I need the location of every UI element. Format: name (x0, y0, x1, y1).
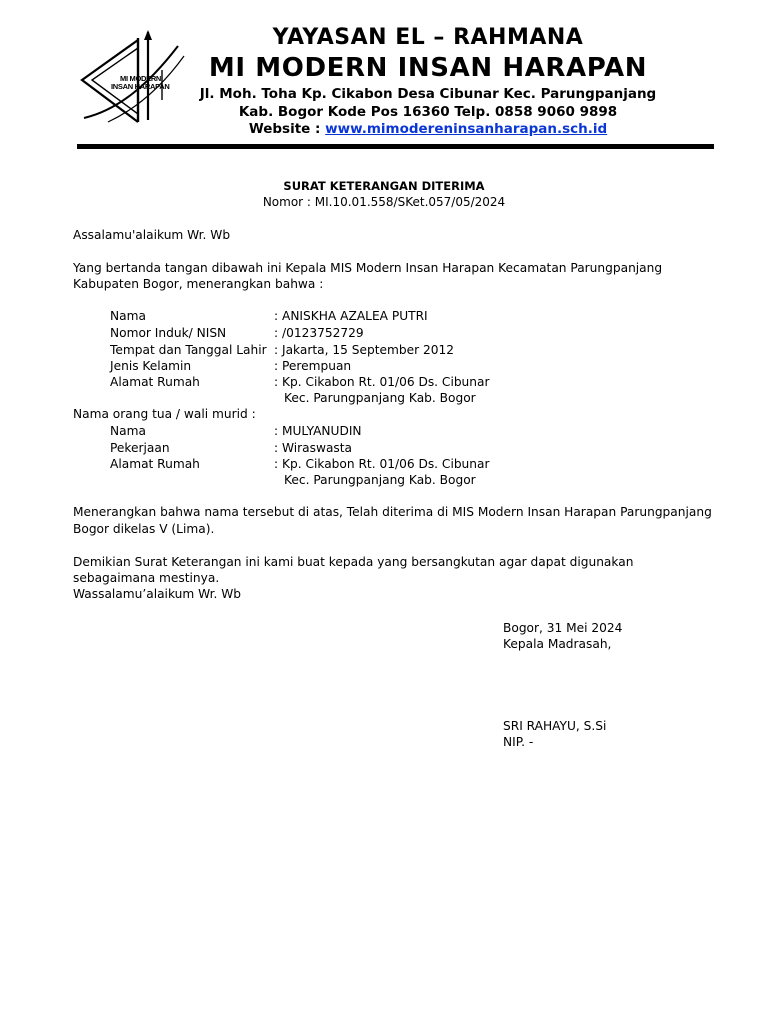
logo-text-line2: INSAN HARAPAN (111, 82, 170, 91)
student-label-gender: Jenis Kelamin (110, 359, 192, 373)
signature-nip: NIP. - (503, 735, 534, 749)
website-line (178, 121, 678, 138)
student-value-birth: : Jakarta, 15 September 2012 (274, 343, 454, 357)
intro-line2: Kabupaten Bogor, menerangkan bahwa : (73, 277, 324, 291)
student-label-birth: Tempat dan Tanggal Lahir (110, 343, 267, 357)
student-value-nisn: : /0123752729 (274, 326, 364, 340)
logo-text-line1: MI MODERN (120, 74, 162, 83)
parent-value-address: : Kp. Cikabon Rt. 01/06 Ds. Cibunar (274, 457, 490, 471)
parent-value-name: : MULYANUDIN (274, 424, 362, 438)
website-link[interactable]: www.mimodereninsanharapan.sch.id (325, 121, 608, 137)
student-label-address: Alamat Rumah (110, 375, 200, 389)
address-line1: Jl. Moh. Toha Kp. Cikabon Desa Cibunar Kec. Parungpanjang (199, 86, 657, 102)
student-label-nisn: Nomor Induk/ NISN (110, 326, 227, 340)
letter-title: SURAT KETERANGAN DITERIMA (283, 179, 485, 193)
greeting: Assalamu'alaikum Wr. Wb (73, 228, 231, 242)
address-line2: Kab. Bogor Kode Pos 16360 Telp. 0858 9060 9898 (238, 104, 618, 120)
foundation-name: YAYASAN EL – RAHMANA (272, 25, 584, 50)
closing-line1: Demikian Surat Keterangan ini kami buat kepada yang bersangkutan agar dapat digunakan (73, 555, 634, 569)
student-value-name: : ANISKHA AZALEA PUTRI (274, 309, 428, 323)
letter-number: Nomor : MI.10.01.558/SKet.057/05/2024 (262, 195, 506, 209)
signature-position: Kepala Madrasah, (503, 637, 612, 651)
statement-line2: Bogor dikelas V (Lima). (73, 522, 215, 536)
parent-label-job: Pekerjaan (110, 441, 170, 455)
parent-value-job: : Wiraswasta (274, 441, 353, 455)
student-value-gender: : Perempuan (274, 359, 352, 373)
student-address-cont: Kec. Parungpanjang Kab. Bogor (284, 391, 476, 405)
website-label: Website : (248, 121, 326, 137)
student-value-address: : Kp. Cikabon Rt. 01/06 Ds. Cibunar (274, 375, 490, 389)
parent-address-cont: Kec. Parungpanjang Kab. Bogor (284, 473, 476, 487)
student-label-name: Nama (110, 309, 146, 323)
farewell: Wassalamu’alaikum Wr. Wb (73, 587, 242, 601)
parent-label-address: Alamat Rumah (110, 457, 200, 471)
parent-heading: Nama orang tua / wali murid : (73, 407, 256, 421)
letterhead-divider (77, 144, 714, 149)
school-logo (78, 30, 188, 126)
signature-name: SRI RAHAYU, S.Si (503, 719, 607, 733)
closing-line2: sebagaimana mestinya. (73, 571, 220, 585)
parent-label-name: Nama (110, 424, 146, 438)
signature-place-date: Bogor, 31 Mei 2024 (503, 621, 623, 635)
school-name: MI MODERN INSAN HARAPAN (208, 53, 648, 83)
statement-line1: Menerangkan bahwa nama tersebut di atas, Telah diterima di MIS Modern Insan Harapan Parungpanjang (73, 505, 712, 519)
intro-line1: Yang bertanda tangan dibawah ini Kepala MIS Modern Insan Harapan Kecamatan Parungpanjang (73, 261, 663, 275)
